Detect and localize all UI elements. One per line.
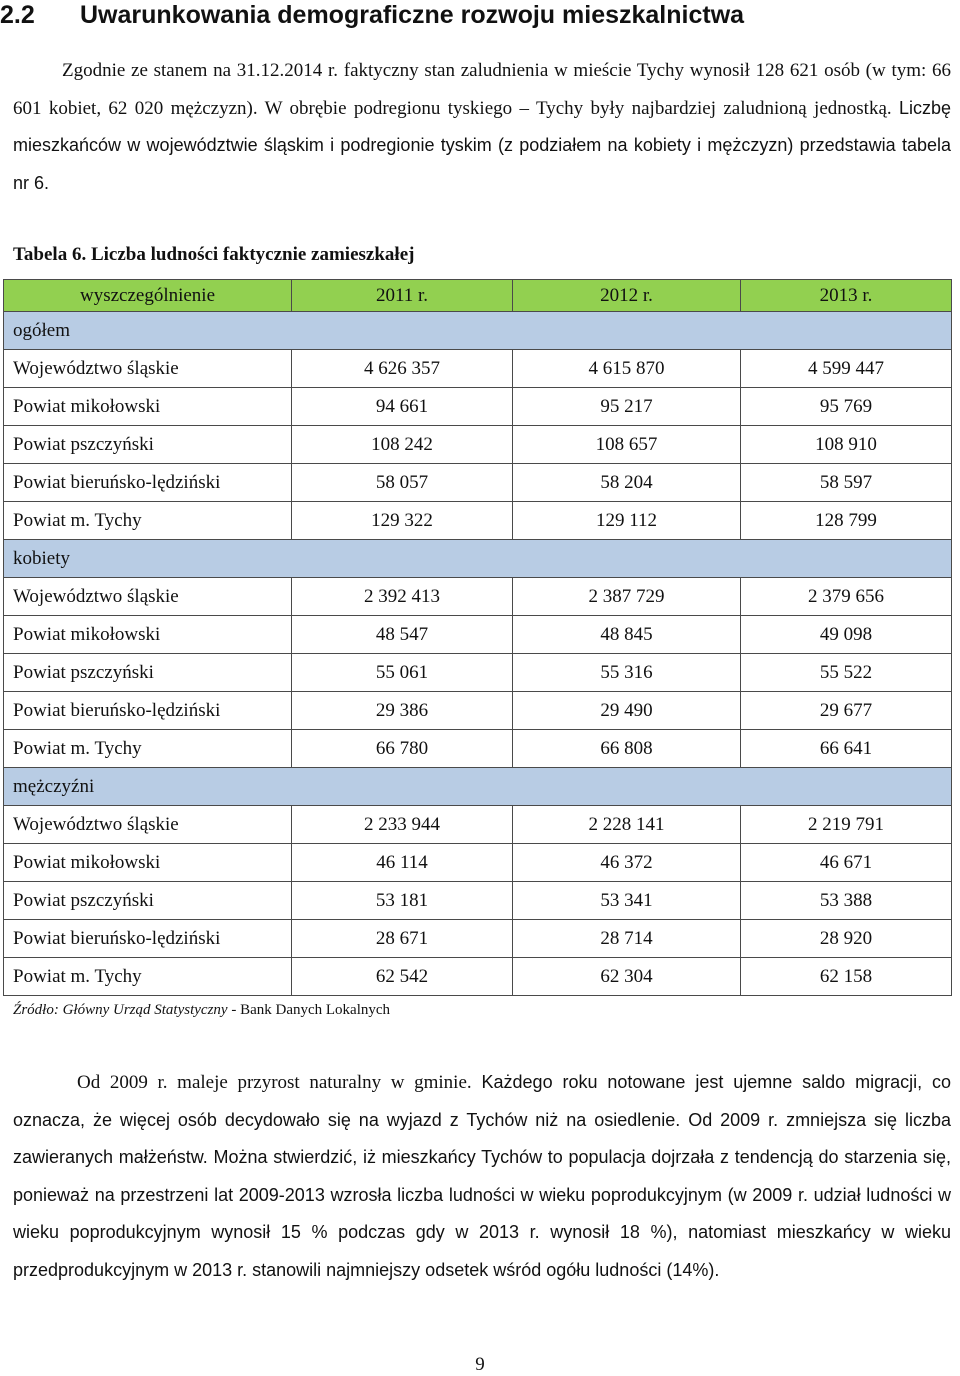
row-label: Powiat bieruńsko-lędziński (4, 692, 292, 730)
value-cell: 94 661 (292, 388, 513, 426)
value-cell: 128 799 (741, 502, 952, 540)
value-cell: 46 114 (292, 844, 513, 882)
table-row (4, 844, 952, 882)
row-label: Powiat bieruńsko-lędziński (4, 464, 292, 502)
row-label: Województwo śląskie (4, 806, 292, 844)
value-cell: 108 910 (741, 426, 952, 464)
table-row (4, 350, 952, 388)
value-cell: 55 061 (292, 654, 513, 692)
source-italic: Źródło: Główny Urząd Statystyczny (13, 1002, 228, 1018)
row-label: Powiat mikołowski (4, 616, 292, 654)
row-label: Województwo śląskie (4, 350, 292, 388)
value-cell: 29 386 (292, 692, 513, 730)
intro-paragraph (13, 52, 951, 202)
value-cell: 4 615 870 (513, 350, 741, 388)
section-title: Uwarunkowania demograficzne rozwoju mieszkalnictwa (80, 1, 745, 29)
analysis-paragraph (13, 1064, 951, 1289)
table-row (4, 388, 952, 426)
value-cell: 29 490 (513, 692, 741, 730)
value-cell: 129 112 (513, 502, 741, 540)
table-row (4, 920, 952, 958)
value-cell: 2 233 944 (292, 806, 513, 844)
value-cell: 28 671 (292, 920, 513, 958)
value-cell: 2 228 141 (513, 806, 741, 844)
value-cell: 46 372 (513, 844, 741, 882)
table-header-row (4, 280, 952, 312)
group-header-row (4, 312, 952, 350)
header-cell: wyszczególnienie (4, 280, 292, 312)
table-row (4, 806, 952, 844)
intro-text-part1: Zgodnie ze stanem na 31.12.2014 r. faktyczny stan zaludnienia w mieście Tychy wynosił 128 621 osób (w tym: 66 601 kobiet, 62 020 mężczyzn). W obrębie podregionu tyskiego – Tychy były najbardziej zaludnioną jednostką. (13, 60, 951, 119)
value-cell: 2 392 413 (292, 578, 513, 616)
group-label: mężczyźni (4, 768, 952, 806)
analysis-text-part3: Można stwierdzić, iż mieszkańcy Tychów to populacja dojrzała z tendencją do starzenia się, ponieważ na przestrzeni lat 2009-2013 wzrosła liczba ludności w wieku poprodukcyjnym (w 2009 r. udział ludności w wieku poprodukcyjnym wynosił 15 % podczas gdy w 2013 r. wynosił 18 %), natomiast mieszkańcy w wieku przedprodukcyjnym w 2013 r. stanowili najmniejszy odsetek wśród ogółu ludności (14%). (13, 1147, 951, 1280)
row-label: Województwo śląskie (4, 578, 292, 616)
value-cell: 62 158 (741, 958, 952, 996)
table-row (4, 616, 952, 654)
value-cell: 95 217 (513, 388, 741, 426)
table-row (4, 464, 952, 502)
table-row (4, 882, 952, 920)
value-cell: 46 671 (741, 844, 952, 882)
group-label: ogółem (4, 312, 952, 350)
value-cell: 53 341 (513, 882, 741, 920)
value-cell: 58 057 (292, 464, 513, 502)
intro-text-part2: Liczbę mieszkańców w województwie śląskim i podregionie tyskim (z podziałem na kobiety i mężczyzn) przedstawia tabela nr 6. (13, 97, 952, 193)
value-cell: 4 626 357 (292, 350, 513, 388)
row-label: Powiat m. Tychy (4, 730, 292, 768)
table-row (4, 730, 952, 768)
table-caption: Tabela 6. Liczba ludności faktycznie zamieszkałej (13, 244, 415, 265)
row-label: Powiat bieruńsko-lędziński (4, 920, 292, 958)
value-cell: 66 808 (513, 730, 741, 768)
value-cell: 29 677 (741, 692, 952, 730)
value-cell: 55 522 (741, 654, 952, 692)
table-row (4, 958, 952, 996)
value-cell: 129 322 (292, 502, 513, 540)
table-source (13, 1002, 390, 1019)
population-table (3, 279, 952, 996)
value-cell: 108 657 (513, 426, 741, 464)
value-cell: 49 098 (741, 616, 952, 654)
value-cell: 55 316 (513, 654, 741, 692)
value-cell: 53 388 (741, 882, 952, 920)
value-cell: 28 920 (741, 920, 952, 958)
value-cell: 48 547 (292, 616, 513, 654)
value-cell: 108 242 (292, 426, 513, 464)
analysis-text-part2: Każdego roku notowane jest ujemne saldo migracji, co oznacza, że więcej osób decydowało się na wyjazd z Tychów niż na osiedlenie. Od 2009 r. zmniejsza się liczba zawieranych małżeństw. (13, 1072, 951, 1167)
row-label: Powiat pszczyński (4, 882, 292, 920)
analysis-text-part1: Od 2009 r. maleje przyrost naturalny w gminie. (77, 1072, 472, 1093)
group-header-row (4, 540, 952, 578)
value-cell: 2 379 656 (741, 578, 952, 616)
table-row (4, 654, 952, 692)
table-row (4, 502, 952, 540)
value-cell: 62 542 (292, 958, 513, 996)
header-cell: 2012 r. (513, 280, 741, 312)
value-cell: 66 780 (292, 730, 513, 768)
value-cell: 58 597 (741, 464, 952, 502)
row-label: Powiat pszczyński (4, 426, 292, 464)
value-cell: 2 387 729 (513, 578, 741, 616)
row-label: Powiat pszczyński (4, 654, 292, 692)
value-cell: 4 599 447 (741, 350, 952, 388)
row-label: Powiat m. Tychy (4, 958, 292, 996)
value-cell: 66 641 (741, 730, 952, 768)
value-cell: 2 219 791 (741, 806, 952, 844)
row-label: Powiat m. Tychy (4, 502, 292, 540)
value-cell: 28 714 (513, 920, 741, 958)
row-label: Powiat mikołowski (4, 388, 292, 426)
value-cell: 48 845 (513, 616, 741, 654)
page-number: 9 (475, 1354, 485, 1375)
table-row (4, 578, 952, 616)
group-label: kobiety (4, 540, 952, 578)
value-cell: 53 181 (292, 882, 513, 920)
value-cell: 58 204 (513, 464, 741, 502)
source-rest: - Bank Danych Lokalnych (227, 1002, 391, 1018)
header-cell: 2013 r. (741, 280, 952, 312)
section-number: 2.2 (0, 1, 35, 29)
table-row (4, 692, 952, 730)
value-cell: 95 769 (741, 388, 952, 426)
table-row (4, 426, 952, 464)
group-header-row (4, 768, 952, 806)
header-cell: 2011 r. (292, 280, 513, 312)
value-cell: 62 304 (513, 958, 741, 996)
row-label: Powiat mikołowski (4, 844, 292, 882)
